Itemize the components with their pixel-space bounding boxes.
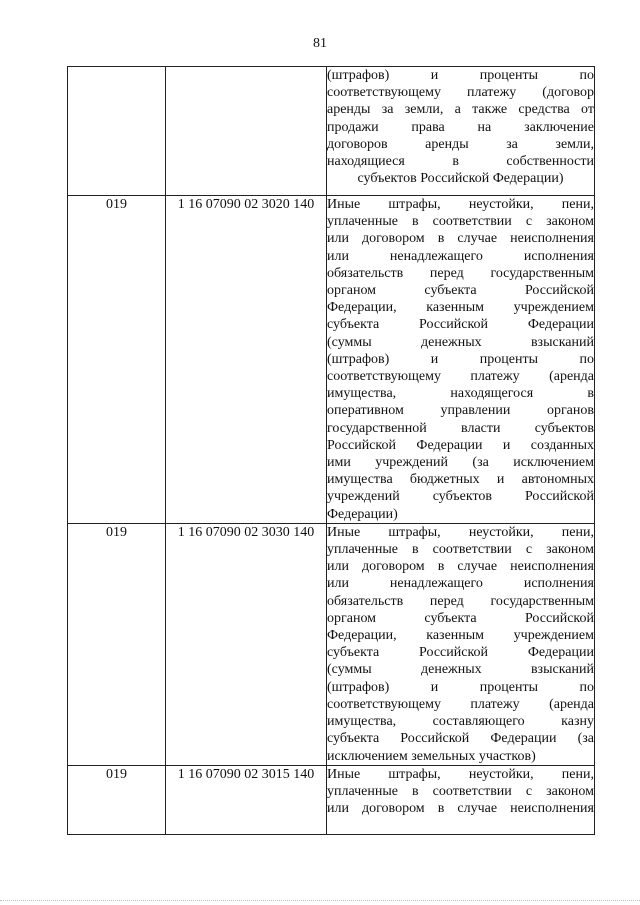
description-line: (штрафов) и проценты по xyxy=(327,351,594,367)
description-line: или договором в случае неисполнения xyxy=(327,801,594,817)
description-line: (суммы денежных взысканий xyxy=(327,662,594,678)
description-line: субъектов Российской Федерации) xyxy=(357,171,564,187)
description-cell xyxy=(327,765,595,834)
description-line: соответствующему платежу (аренда xyxy=(327,696,594,712)
description-line: уплаченные в соответствии с законом xyxy=(327,783,594,799)
budget-code-cell: 1 16 07090 02 3030 140 xyxy=(166,523,327,765)
description-line: органом субъекта Российской xyxy=(327,283,594,299)
description-line: или ненадлежащего исполнения xyxy=(327,576,594,592)
description-cell xyxy=(327,523,595,765)
description-line: уплаченные в соответствии с законом xyxy=(327,542,594,558)
description-line: имущества, составляющего казну xyxy=(327,714,594,730)
description-cell xyxy=(327,67,595,196)
description-line: Иные штрафы, неустойки, пени, xyxy=(327,766,594,782)
description-line: обязательств перед государственным xyxy=(327,593,594,609)
table-row xyxy=(68,67,595,196)
description-line: имущества бюджетных и автономных xyxy=(327,472,594,488)
description-line: оперативном управлении органов xyxy=(327,403,594,419)
budget-code-cell xyxy=(166,67,327,196)
budget-code-cell: 1 16 07090 02 3015 140 xyxy=(166,765,327,834)
description-line: ими учреждений (за исключением xyxy=(327,455,594,471)
admin-code-cell xyxy=(68,67,166,196)
description-line: находящиеся в собственности xyxy=(327,154,594,170)
description-line: государственной власти субъектов xyxy=(327,420,594,436)
page-number: 81 xyxy=(313,36,327,51)
description-line: продажи права на заключение xyxy=(327,119,594,135)
table-body xyxy=(68,67,595,835)
table-row xyxy=(68,765,595,834)
description-line: соответствующему платежу (аренда xyxy=(327,369,594,385)
table-row xyxy=(68,523,595,765)
description-line: (суммы денежных взысканий xyxy=(327,334,594,350)
description-line: субъекта Российской Федерации xyxy=(327,645,594,661)
budget-code-cell: 1 16 07090 02 3020 140 xyxy=(166,196,327,524)
description-line: уплаченные в соответствии с законом xyxy=(327,214,594,230)
table-row xyxy=(68,196,595,524)
description-cell xyxy=(327,196,595,524)
description-line: имущества, находящегося в xyxy=(327,386,594,402)
description-line: (штрафов) и проценты по xyxy=(327,68,594,83)
description-line: Федерации, казенным учреждением xyxy=(327,628,594,644)
description-line: или договором в случае неисполнения xyxy=(327,559,594,575)
description-line: Федерации, казенным учреждением xyxy=(327,300,594,316)
description-line: или ненадлежащего исполнения xyxy=(327,248,594,264)
description-line: Федерации) xyxy=(327,506,398,522)
scan-edge-divider xyxy=(0,900,640,903)
description-line: Иные штрафы, неустойки, пени, xyxy=(327,197,594,212)
description-line: или договором в случае неисполнения xyxy=(327,231,594,247)
budget-classification-table xyxy=(67,66,595,835)
admin-code-cell: 019 xyxy=(68,765,166,834)
description-line: субъекта Российской Федерации xyxy=(327,317,594,333)
description-line: субъекта Российской Федерации (за xyxy=(327,731,594,747)
description-line: обязательств перед государственным xyxy=(327,265,594,281)
description-line: исключением земельных участков) xyxy=(327,748,536,764)
description-line: учреждений субъектов Российской xyxy=(327,489,594,505)
description-line: Иные штрафы, неустойки, пени, xyxy=(327,524,594,540)
admin-code-cell: 019 xyxy=(68,196,166,524)
description-line: органом субъекта Российской xyxy=(327,610,594,626)
admin-code-cell: 019 xyxy=(68,523,166,765)
description-line: договоров аренды за земли, xyxy=(327,136,594,152)
description-line: аренды за земли, а также средства от xyxy=(327,102,594,118)
description-line: (штрафов) и проценты по xyxy=(327,679,594,695)
description-line: Российской Федерации и созданных xyxy=(327,437,594,453)
description-line: соответствующему платежу (договор xyxy=(327,85,594,101)
